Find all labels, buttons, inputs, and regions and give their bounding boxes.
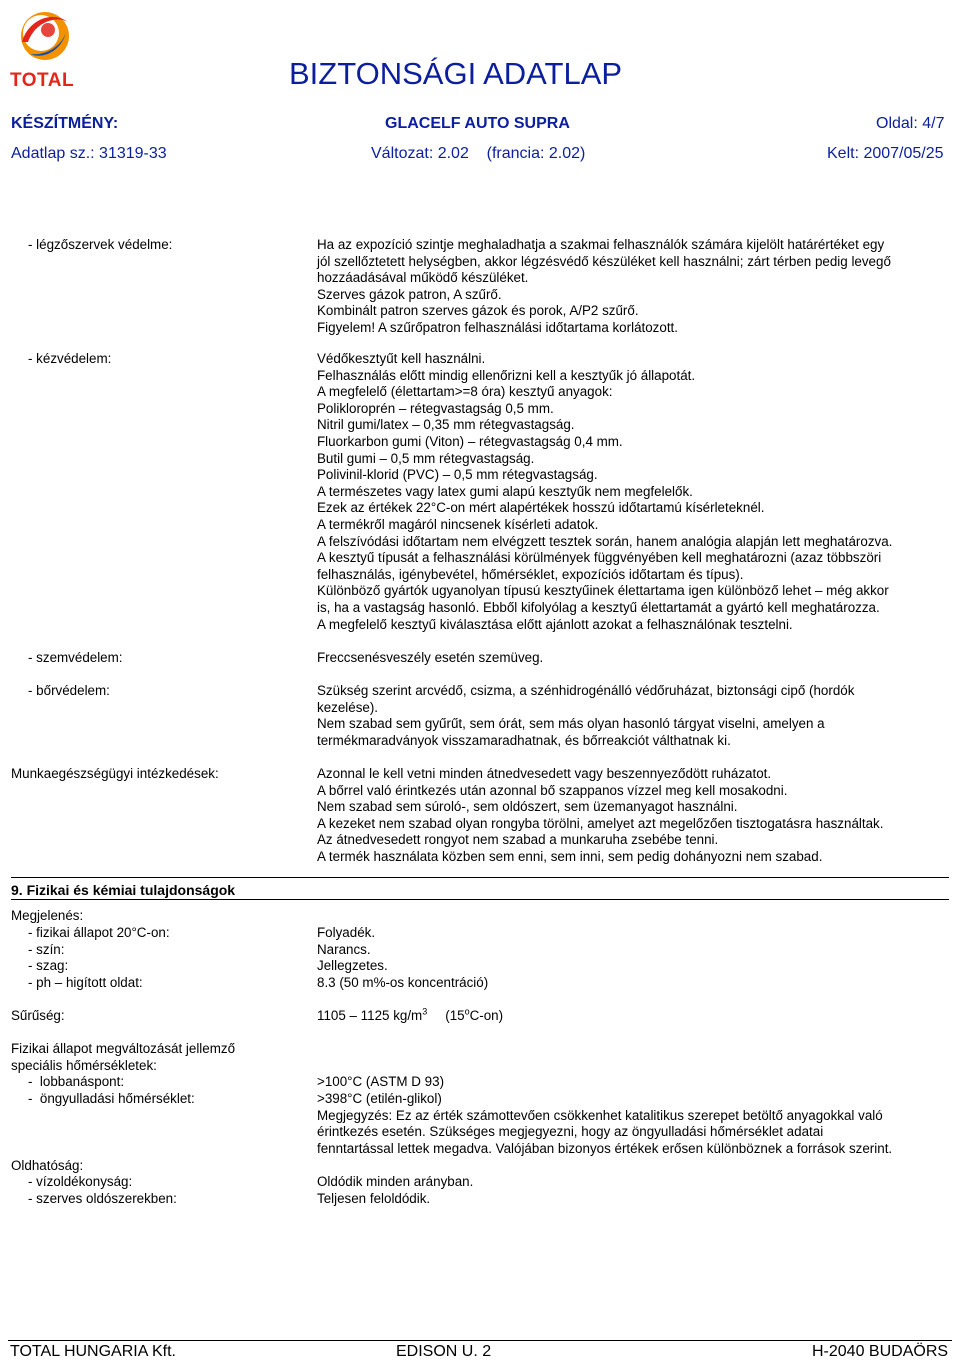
text-line: A termékről magáról nincsenek kísérleti adatok. — [317, 516, 599, 532]
odor-value: Jellegzetes. — [317, 958, 388, 973]
text-line: speciális hőmérsékletek: — [11, 1057, 157, 1073]
flash-point-label: - lobbanáspont: — [28, 1074, 125, 1089]
total-logo — [8, 2, 82, 92]
ignition-value — [317, 1091, 892, 1157]
state-label: - fizikai állapot 20°C-on: — [28, 925, 170, 940]
color-label: - szín: — [28, 942, 65, 957]
text-line: Polikloroprén – rétegvastagság 0,5 mm. — [317, 400, 554, 416]
text-line: jól szellőztetett helységben, akkor légzésvédő készüléket kell használni; zárt térben pedig levegő — [317, 253, 891, 269]
eye-label: - szemvédelem: — [28, 650, 123, 665]
text-line: kezelése). — [317, 699, 379, 715]
hand-text — [317, 351, 892, 633]
hygiene-label: Munkaegészségügyi intézkedések: — [11, 766, 219, 781]
text-line: érintkezés esetén. Szükséges megjegyezni, hogy az öngyulladási hőmérséklet adatai — [317, 1124, 824, 1140]
issue-date: Kelt: 2007/05/25 — [827, 145, 944, 162]
text-line: termékmaradványok visszamaradhatnak, és bőrreakciót válthatnak ki. — [317, 732, 731, 748]
text-line: A kezeket nem szabad olyan rongyba törölni, amelyet azt megelőzően tisztogatásra használtak. — [317, 815, 884, 831]
text-line: Nem szabad sem gyűrűt, sem órát, sem más olyan hasonló tárgyat viselni, amelyen a — [317, 716, 825, 732]
density-temp: (15 — [445, 1008, 465, 1023]
text-line: Figyelem! A szűrőpatron felhasználási időtartama korlátozott. — [317, 319, 678, 335]
eye-text — [317, 650, 543, 667]
respiratory-text — [317, 237, 891, 337]
appearance-label: Megjelenés: — [11, 908, 84, 923]
text-line: Ha az expozíció szintje meghaladhatja a szakmai felhasználók számára kijelölt határértéket egy — [317, 237, 885, 252]
text-line: Megjegyzés: Ez az érték számottevően csökkenhet katalitikus szerepet betöltő anyagokkal való — [317, 1107, 883, 1123]
text-line: Felhasználás előtt mindig ellenőrizni kell a kesztyűk jó állapotát. — [317, 367, 696, 383]
footer-street: EDISON U. 2 — [396, 1343, 492, 1360]
respiratory-label: - légzőszervek védelme: — [28, 237, 173, 252]
density-exponent: 3 — [422, 1006, 428, 1017]
document-title: BIZTONSÁGI ADATLAP — [289, 56, 623, 91]
text-line: Az átnedvesedett rongyot nem szabad a munkaruha zsebébe tenni. — [317, 832, 719, 848]
text-line: Fizikai állapot megváltozását jellemző — [11, 1041, 236, 1056]
solvent-solubility-value: Teljesen feloldódik. — [317, 1191, 431, 1206]
skin-label: - bőrvédelem: — [28, 683, 110, 698]
text-line: A kesztyű típusát a felhasználási körülmények függvényében kell meghatározni (azaz többszöri — [317, 550, 882, 566]
text-line: Freccsenésveszély esetén szemüveg. — [317, 650, 544, 665]
text-line: A bőrrel való érintkezés után azonnal bő szappanos vízzel meg kell mosakodni. — [317, 782, 788, 798]
density-value — [317, 1008, 503, 1025]
text-line: A felszívódási időtartam nem elvégzett tesztek során, hanem analógia alapján lett meghatározva. — [317, 533, 893, 549]
page-number: Oldal: 4/7 — [876, 115, 945, 132]
text-line: Fluorkarbon gumi (Viton) – rétegvastagság 0,4 mm. — [317, 433, 623, 449]
color-value: Narancs. — [317, 942, 371, 957]
degree-symbol: o — [464, 1006, 470, 1017]
section-divider — [11, 899, 949, 900]
text-line: Nitril gumi/latex – 0,35 mm rétegvastagság. — [317, 417, 575, 433]
flash-point-value: >100°C (ASTM D 93) — [317, 1074, 445, 1089]
text-line: Szerves gázok patron, A szűrő. — [317, 286, 502, 302]
text-line: Azonnal le kell vetni minden átnedvesedett vagy beszennyeződött ruházatot. — [317, 766, 772, 781]
footer-city: H-2040 BUDAÖRS — [812, 1343, 949, 1360]
text-line: Nem szabad sem súroló-, sem oldószert, sem üzemanyagot használni. — [317, 799, 738, 815]
density-temp-unit: C-on) — [469, 1008, 504, 1023]
text-line: Butil gumi – 0,5 mm rétegvastagság. — [317, 450, 535, 466]
text-line: is, ha a vastagság hasonló. Ebből kifolyólag a kesztyű élettartamát a gyártó kell meghatározza. — [317, 599, 880, 615]
text-line: A termék használata közben sem enni, sem inni, sem pedig dohányozni nem szabad. — [317, 848, 823, 864]
product-name: GLACELF AUTO SUPRA — [385, 115, 570, 132]
footer-divider — [8, 1340, 952, 1341]
solvent-solubility-label: - szerves oldószerekben: — [28, 1191, 177, 1206]
text-line: A megfelelő (élettartam>=8 óra) kesztyű anyagok: — [317, 384, 613, 400]
footer-company: TOTAL HUNGARIA Kft. — [10, 1343, 176, 1360]
text-line: hozzáadásával működő készüléket. — [317, 270, 529, 286]
water-solubility-label: - vízoldékonyság: — [28, 1174, 133, 1189]
section-divider — [11, 877, 949, 878]
text-line: Polivinil-klorid (PVC) – 0,5 mm rétegvastagság. — [317, 467, 598, 483]
density-label: Sűrűség: — [11, 1008, 65, 1023]
skin-text — [317, 683, 854, 749]
brand-name: TOTAL — [10, 70, 75, 91]
total-logo-icon — [8, 2, 82, 72]
ph-label: - ph – higított oldat: — [28, 975, 143, 990]
ph-value: 8.3 (50 m%-os koncentráció) — [317, 975, 489, 990]
text-line: Ezek az értékek 22°C-on mért alapértékek hosszú időtartamú kísérleteknél. — [317, 500, 765, 516]
text-line: Védőkesztyűt kell használni. — [317, 351, 486, 366]
product-label: KÉSZÍTMÉNY: — [11, 115, 119, 132]
text-line: A természetes vagy latex gumi alapú kesztyűk nem megfelelők. — [317, 483, 693, 499]
version: Változat: 2.02 (francia: 2.02) — [371, 145, 586, 162]
hand-label: - kézvédelem: — [28, 351, 112, 366]
temperatures-label — [11, 1041, 235, 1074]
sheet-number: Adatlap sz.: 31319-33 — [11, 145, 167, 162]
text-line: felhasználás, igénybevétel, hőmérséklet, expozíciós időtartam és típus). — [317, 566, 744, 582]
density-range: 1105 – 1125 kg/m — [317, 1008, 423, 1023]
state-value: Folyadék. — [317, 925, 376, 940]
text-line: >398°C (etilén-glikol) — [317, 1091, 442, 1106]
text-line: Szükség szerint arcvédő, csizma, a szénhidrogénálló védőruházat, biztonsági cipő (hordók — [317, 683, 855, 698]
water-solubility-value: Oldódik minden arányban. — [317, 1174, 474, 1189]
text-line: A megfelelő kesztyű kiválasztása előtt ajánlott azokat a felhasználónak tesztelni. — [317, 616, 793, 632]
hygiene-text — [317, 766, 883, 866]
text-line: fenntartással lettek megadva. Valójában bizonyos értékek erősen különböznek a források szerint. — [317, 1140, 893, 1156]
solubility-label: Oldhatóság: — [11, 1158, 84, 1173]
text-line: Kombinált patron szerves gázok és porok, A/P2 szűrő. — [317, 303, 639, 319]
section-9-title: 9. Fizikai és kémiai tulajdonságok — [11, 882, 236, 898]
ignition-label: - öngyulladási hőmérséklet: — [28, 1091, 195, 1106]
text-line: Különböző gyártók ugyanolyan típusú kesztyűinek élettartama igen különböző lehet – még akkor — [317, 583, 889, 599]
odor-label: - szag: — [28, 958, 69, 973]
